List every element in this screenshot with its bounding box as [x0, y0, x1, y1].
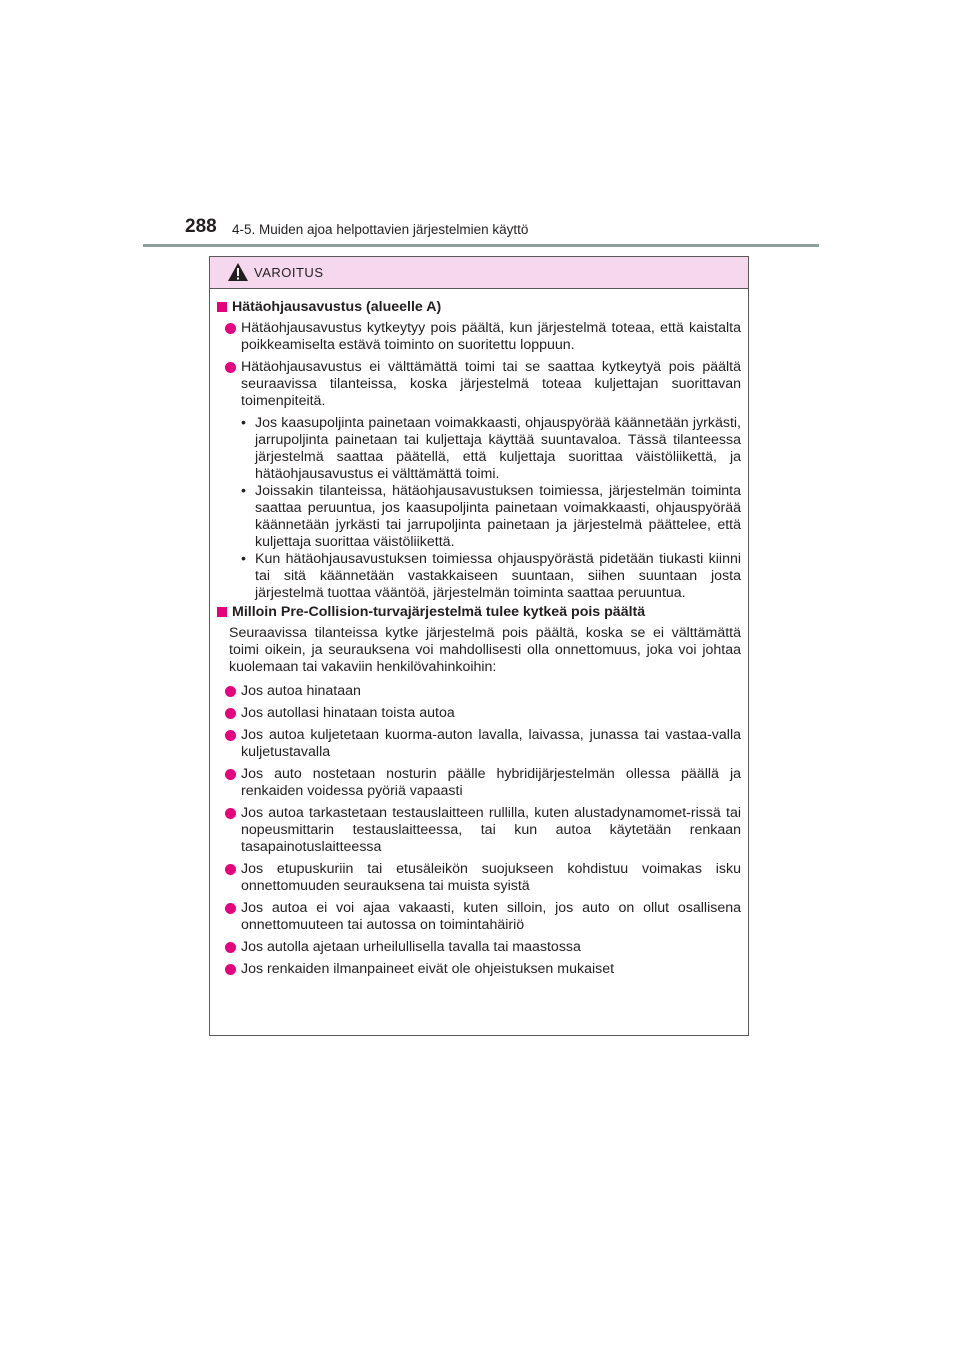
sub-list-item: • Joissakin tilanteissa, hätäohjausavustuksen toimiessa, järjestelmän toiminta saattaa peruuntua, jos kaasupoljinta painetaan voimakkaasti, ohjauspyörää käännetään jyrkästi tai jarrupoljinta painetaan ja järjestelmä päättelee, että kuljettaja suorittaa väistöliikettä.: [241, 483, 741, 550]
warning-triangle-icon: [227, 262, 249, 282]
sub-list-item: • Jos kaasupoljinta painetaan voimakkaasti, ohjauspyörää käännetään jyrkästi, jarrupoljinta painetaan tai kuljettaja käyttää suuntavaloa. Tässä tilanteessa järjestelmä saattaa päätellä, että kuljettaja suorittaa väistöliikettä, ja hätäohjausavustus ei välttämättä toimi.: [241, 415, 741, 482]
section-title: 4-5. Muiden ajoa helpottavien järjestelmien käyttö: [232, 222, 529, 237]
intro-paragraph: Seuraavissa tilanteissa kytke järjestelmä pois päältä, koska se ei välttämättä toimi oikein, ja seurauksena voi mahdollisesti olla onnettomuus, joka voi johtaa kuolemaan tai vakaviin henkilövahinkoihin:: [229, 625, 741, 675]
section-heading: Milloin Pre-Collision-turvajärjestelmä tulee kytkeä pois päältä: [217, 604, 741, 621]
list-item: Jos autoa kuljetetaan kuorma-auton lavalla, laivassa, junassa tai vastaa-valla kuljetustavalla: [225, 727, 741, 761]
sub-list-item: • Kun hätäohjausavustuksen toimiessa ohjauspyörästä pidetään tiukasti kiinni tai sitä käännetään vastakkaiseen suuntaan, siihen suuntaan josta järjestelmä tuottaa vääntöä, järjestelmän toiminta saattaa peruuntua.: [241, 551, 741, 601]
section-heading: Hätäohjausavustus (alueelle A): [217, 299, 741, 316]
circle-bullet-icon: [225, 864, 236, 875]
square-bullet-icon: [217, 607, 227, 617]
list-item: Jos autollasi hinataan toista autoa: [225, 705, 741, 722]
circle-bullet-icon: [225, 323, 236, 334]
header-rule: [143, 244, 819, 247]
list-item: Hätäohjausavustus kytkeytyy pois päältä, kun järjestelmä toteaa, että kaistalta poikkeamiselta estävä toiminto on suoritettu loppuun.: [225, 320, 741, 354]
circle-bullet-icon: [225, 903, 236, 914]
list-item: Jos renkaiden ilmanpaineet eivät ole ohjeistuksen mukaiset: [225, 961, 741, 978]
circle-bullet-icon: [225, 808, 236, 819]
circle-bullet-icon: [225, 964, 236, 975]
list-item: Jos autoa ei voi ajaa vakaasti, kuten silloin, jos auto on ollut osallisena onnettomuuteen tai autossa on toimintahäiriö: [225, 900, 741, 934]
list-item: Jos etupuskuriin tai etusäleikön suojukseen kohdistuu voimakas isku onnettomuuden seurauksena tai muista syistä: [225, 861, 741, 895]
warning-label: VAROITUS: [254, 265, 324, 280]
circle-bullet-icon: [225, 769, 236, 780]
warning-header: [210, 257, 748, 289]
list-item: Hätäohjausavustus ei välttämättä toimi tai se saattaa kytkeytyä pois päältä seuraavissa tilanteissa, koska järjestelmä toteaa kuljettajan suorittavan toimenpiteitä.: [225, 359, 741, 410]
list-item: Jos autoa tarkastetaan testauslaitteen rullilla, kuten alustadynamomet-rissä tai nopeusmittarin testauslaitteessa, tai kun autoa käytetään renkaan tasapainotuslaitteessa: [225, 805, 741, 856]
warning-body: [210, 289, 748, 978]
circle-bullet-icon: [225, 362, 236, 373]
square-bullet-icon: [217, 302, 227, 312]
circle-bullet-icon: [225, 942, 236, 953]
list-item: Jos auto nostetaan nosturin päälle hybridijärjestelmän ollessa päällä ja renkaiden voidessa pyöriä vapaasti: [225, 766, 741, 800]
circle-bullet-icon: [225, 730, 236, 741]
list-item: Jos autoa hinataan: [225, 683, 741, 700]
page-number: 288: [185, 216, 217, 237]
warning-box: [209, 256, 749, 1036]
circle-bullet-icon: [225, 708, 236, 719]
list-item: Jos autolla ajetaan urheilullisella tavalla tai maastossa: [225, 939, 741, 956]
sub-list: [217, 415, 741, 602]
circle-bullet-icon: [225, 686, 236, 697]
